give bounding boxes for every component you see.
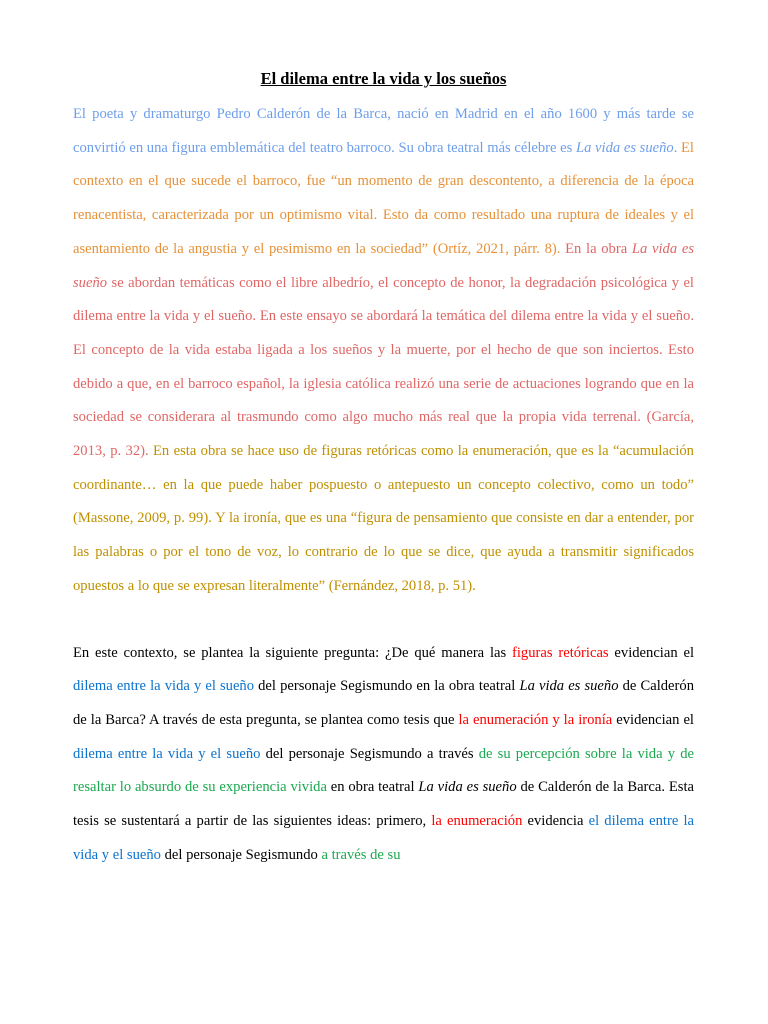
thesis-text: del personaje Segismundo en la obra teatral bbox=[254, 678, 520, 695]
intro-author-text: El poeta y dramaturgo Pedro Calderón de la Barca, nació en Madrid en el año 1600 y más tarde se convirtió en una figura emblemática del teatro barroco. Su obra teatral más célebre es bbox=[73, 106, 694, 156]
themes-text: se abordan temáticas como el libre albedrío, el concepto de honor, la degradación psicológica y el dilema entre la vida y el sueño. En este ensayo se abordará la temática del dilema entre la vida y el sueño. El concepto de la vida estaba ligada a los sueños y la muerte, por el hecho de que son inciertos. Esto debido a que, en el barroco español, la iglesia católica realizó una serie de actuaciones logrando que en la sociedad se considerara al trasmundo como algo mucho más real que la propia vida terrenal. (García, 2013, p. 32). bbox=[73, 274, 694, 460]
work-title-italic: La vida es sueño bbox=[418, 779, 517, 796]
baroque-context-text: El contexto en el que sucede el barroco, fue “un momento de gran descontento, a diferencia de la época renacentista, caracterizada por un optimismo vital. Esto da como resultado una ruptura de ideales y el asentamiento de la angustia y el pesimismo en la sociedad” (Ortíz, 2021, párr. 8). bbox=[73, 139, 694, 257]
thesis-text: de Calderón de la Barca? A través de esta pregunta, se plantea como tesis que bbox=[73, 678, 694, 728]
highlight-dilemma: el dilema entre la vida y el sueño bbox=[73, 813, 694, 863]
highlight-rhetorical-figures: figuras retóricas bbox=[512, 644, 609, 661]
highlight-enumeration-irony: la enumeración y la ironía bbox=[458, 711, 613, 728]
thesis-text: del personaje Segismundo a través bbox=[260, 745, 479, 762]
document-title: El dilema entre la vida y los sueños bbox=[260, 69, 507, 88]
highlight-perception: a través de su bbox=[321, 846, 401, 863]
intro-paragraph bbox=[73, 98, 694, 604]
thesis-text: evidencia bbox=[522, 813, 589, 830]
thesis-paragraph bbox=[73, 637, 694, 873]
thesis-text: del personaje Segismundo bbox=[160, 846, 322, 863]
highlight-dilemma: dilema entre la vida y el sueño bbox=[73, 678, 255, 695]
thesis-text: evidencian el bbox=[612, 711, 694, 728]
intro-period: . bbox=[673, 139, 678, 156]
work-title-italic: La vida es sueño bbox=[519, 678, 619, 695]
thesis-text: de Calderón de la Barca. Esta tesis se sustentará a partir de las siguientes ideas: primero, bbox=[73, 779, 694, 830]
themes-lead-text: En la obra bbox=[560, 240, 632, 257]
thesis-text: en obra teatral bbox=[326, 779, 419, 796]
work-title-italic: La vida es sueño bbox=[575, 139, 674, 156]
question-text: En este contexto, se plantea la siguiente pregunta: ¿De qué manera las bbox=[73, 644, 513, 661]
highlight-enumeration: la enumeración bbox=[431, 813, 523, 830]
work-title-italic: La vida es sueño bbox=[73, 240, 695, 291]
highlight-dilemma: dilema entre la vida y el sueño bbox=[73, 745, 261, 762]
thesis-text: evidencian el bbox=[608, 644, 694, 661]
rhetorical-figures-text: En esta obra se hace uso de figuras retóricas como la enumeración, que es la “acumulación coordinante… en la que puede haber pospuesto o antepuesto un concepto colectivo, como un todo” (Massone, 2009, p. 99). Y la ironía, que es una “figura de pensamiento que consiste en dar a entender, por las palabras o por el tono de voz, lo contrario de lo que se dice, que ayuda a transmitir significados opuestos a lo que se expresan literalmente” (Fernández, 2018, p. 51). bbox=[73, 443, 694, 594]
highlight-perception: de su percepción sobre la vida y de resaltar lo absurdo de su experiencia vivida bbox=[73, 745, 694, 796]
